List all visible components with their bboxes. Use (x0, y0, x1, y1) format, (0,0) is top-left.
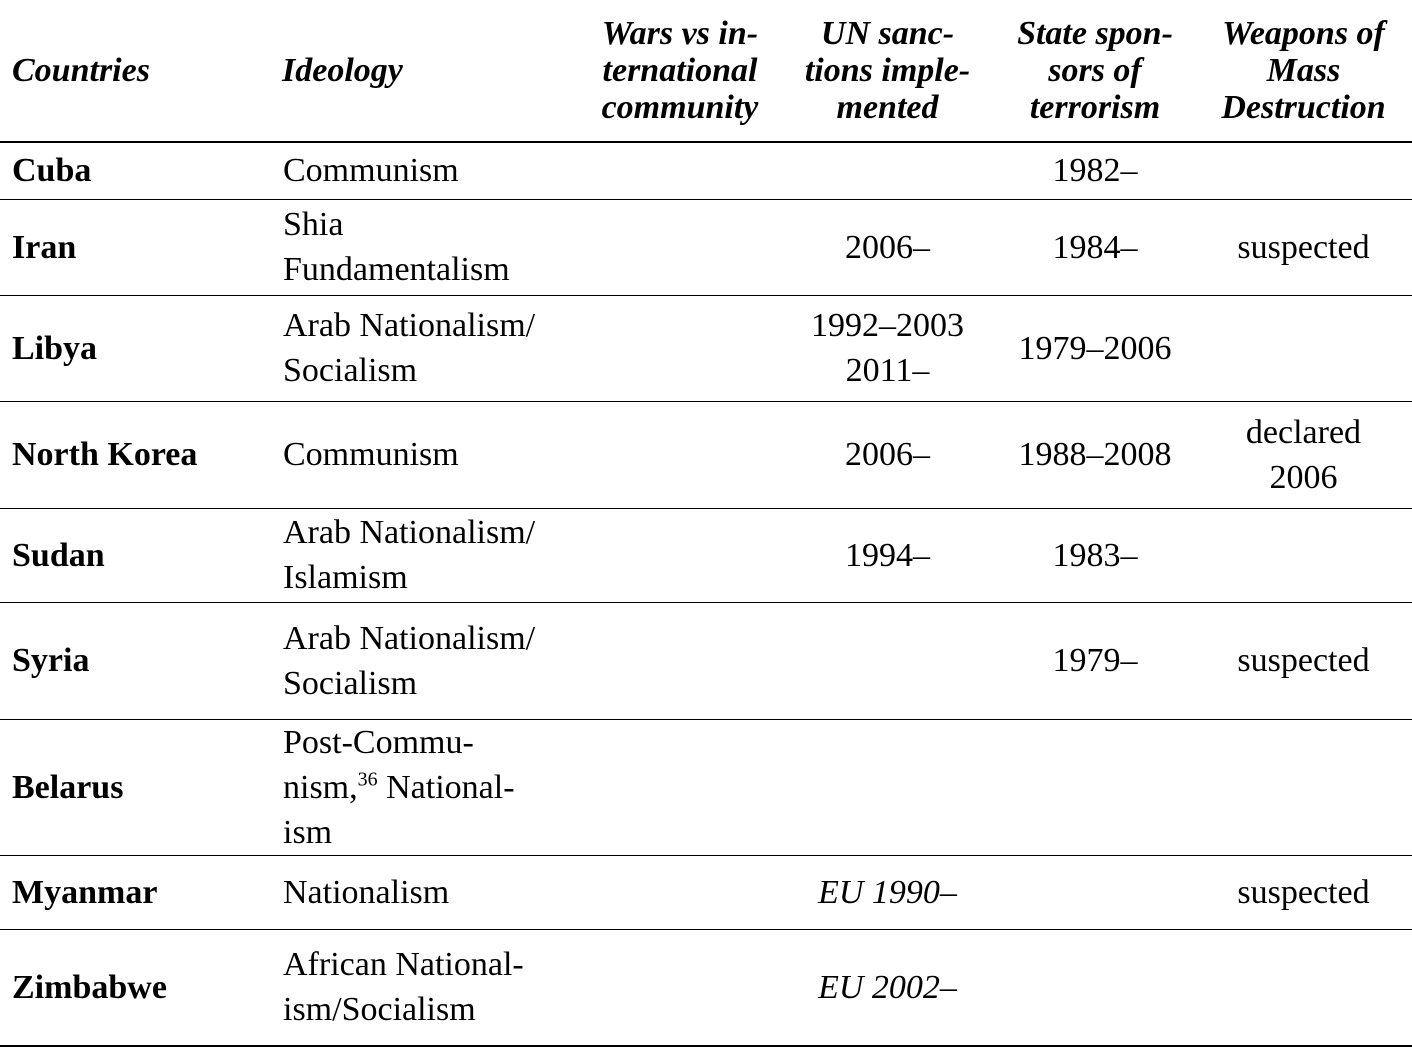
cell-text: Zimbabwe (12, 968, 167, 1006)
state-sponsor-cell (995, 508, 1195, 602)
cell-text: Nationalism (283, 873, 450, 911)
wmd-cell (1195, 508, 1412, 602)
cell-text: Communism (283, 152, 459, 190)
cell-text: 1988–2008 (1018, 436, 1172, 473)
cell-text: 2011– (845, 352, 930, 389)
cell-text: 2006– (845, 436, 930, 473)
state-sponsor-cell (995, 719, 1195, 855)
wars-cell (580, 401, 780, 508)
wmd-cell (1195, 855, 1412, 929)
header-text: Mass (1266, 52, 1341, 89)
state-sponsor-cell (995, 295, 1195, 401)
country-cell (0, 401, 270, 508)
cell-text: EU 2002– (818, 968, 957, 1006)
table-row (0, 719, 1412, 855)
cell-text: 2006– (845, 228, 930, 266)
ideology-cell (270, 142, 580, 199)
ideology-cell (270, 199, 580, 295)
header-text: State spon- (1017, 15, 1173, 52)
cell-text: suspected (1237, 873, 1370, 911)
cell-text: declared (1245, 413, 1362, 451)
wmd-cell (1195, 602, 1412, 719)
cell-text: ism/Socialism (283, 991, 476, 1029)
wars-cell (580, 508, 780, 602)
cell-text: Socialism (283, 664, 418, 702)
table-row (0, 295, 1412, 401)
state-sponsor-cell (995, 855, 1195, 929)
header-text: sors of (1048, 52, 1142, 89)
country-cell (0, 142, 270, 199)
ideology-cell (270, 855, 580, 929)
cell-text: Arab Nationalism/ (283, 307, 536, 344)
wmd-cell (1195, 295, 1412, 401)
table-row (0, 602, 1412, 719)
header-wmd (1195, 0, 1412, 142)
wmd-cell (1195, 199, 1412, 295)
table-row (0, 508, 1412, 602)
wars-cell (580, 142, 780, 199)
cell-text: 1992–2003 (811, 307, 964, 344)
cell-text: 1994– (845, 536, 930, 574)
cell-text: Arab Nationalism/ (283, 619, 536, 657)
cell-text: Cuba (12, 152, 92, 190)
cell-text: Shia (283, 206, 344, 243)
un-sanctions-cell (780, 508, 995, 602)
state-sponsor-cell (995, 142, 1195, 199)
cell-text: African National- (283, 946, 524, 984)
header-text: tions imple- (804, 52, 971, 89)
cell-text: EU 1990– (818, 873, 957, 911)
header-text: Countries (12, 52, 150, 89)
state-sponsor-cell (995, 602, 1195, 719)
header-un-sanctions (780, 0, 995, 142)
state-sponsor-cell (995, 401, 1195, 508)
country-cell (0, 929, 270, 1046)
cell-text: Sudan (12, 536, 105, 574)
wars-cell (580, 295, 780, 401)
table-row (0, 855, 1412, 929)
ideology-cell (270, 719, 580, 855)
cell-text: 2006 (1269, 458, 1338, 496)
un-sanctions-cell (780, 295, 995, 401)
un-sanctions-cell (780, 199, 995, 295)
wars-cell (580, 602, 780, 719)
table-row (0, 401, 1412, 508)
cell-text: Post-Commu- (283, 723, 474, 761)
cell-text: Socialism (283, 352, 418, 389)
country-cell (0, 508, 270, 602)
cell-text: Communism (283, 436, 459, 473)
cell-text: Fundamentalism (283, 251, 510, 288)
cell-text: 1979–2006 (1018, 329, 1172, 367)
wmd-cell (1195, 719, 1412, 855)
cell-text: 1982– (1052, 152, 1138, 190)
country-cell (0, 602, 270, 719)
header-text: mented (836, 89, 939, 126)
header-text: terrorism (1029, 89, 1161, 126)
header-text: community (601, 89, 759, 126)
footnote-ref: 36 (357, 768, 378, 791)
state-sponsor-cell (995, 199, 1195, 295)
cell-text: nism, (283, 768, 358, 806)
header-text: UN sanc- (820, 15, 955, 52)
country-cell (0, 855, 270, 929)
wmd-cell (1195, 401, 1412, 508)
un-sanctions-cell (780, 401, 995, 508)
header-text: ternational (602, 52, 758, 89)
cell-text: Iran (12, 228, 77, 266)
cell-text: Islamism (283, 559, 408, 596)
ideology-cell (270, 401, 580, 508)
cell-text: National- (377, 768, 515, 806)
header-text: Ideology (282, 52, 403, 89)
header-countries (0, 0, 270, 142)
country-cell (0, 199, 270, 295)
ideology-cell (270, 508, 580, 602)
un-sanctions-cell (780, 142, 995, 199)
cell-text: 1979– (1052, 642, 1138, 679)
un-sanctions-cell (780, 929, 995, 1046)
header-state-sponsors (995, 0, 1195, 142)
ideology-cell (270, 602, 580, 719)
table-row (0, 929, 1412, 1046)
header-text: Destruction (1221, 89, 1386, 126)
wars-cell (580, 855, 780, 929)
cell-text: Libya (12, 329, 98, 367)
cell-text: Belarus (12, 768, 124, 806)
cell-text: North Korea (12, 436, 198, 473)
country-cell (0, 295, 270, 401)
header-wars (580, 0, 780, 142)
header-text: Weapons of (1222, 15, 1385, 52)
un-sanctions-cell (780, 855, 995, 929)
header-row (0, 0, 1412, 142)
cell-text: Syria (12, 642, 90, 679)
cell-text: ism (283, 813, 333, 851)
un-sanctions-cell (780, 602, 995, 719)
wars-cell (580, 199, 780, 295)
state-sponsor-cell (995, 929, 1195, 1046)
wars-cell (580, 929, 780, 1046)
ideology-cell (270, 929, 580, 1046)
wmd-cell (1195, 142, 1412, 199)
cell-text: 1983– (1052, 536, 1138, 574)
un-sanctions-cell (780, 719, 995, 855)
ideology-cell (270, 295, 580, 401)
cell-text: suspected (1237, 228, 1370, 266)
header-ideology (270, 0, 580, 142)
table-row (0, 142, 1412, 199)
header-text: Wars vs in- (601, 15, 759, 52)
country-cell (0, 719, 270, 855)
cell-text: 1984– (1052, 228, 1138, 266)
wmd-cell (1195, 929, 1412, 1046)
cell-text: Myanmar (12, 873, 158, 911)
cell-text (283, 765, 580, 810)
cell-text: Arab Nationalism/ (283, 514, 536, 551)
table-row (0, 199, 1412, 295)
wars-cell (580, 719, 780, 855)
cell-text: suspected (1237, 642, 1370, 679)
